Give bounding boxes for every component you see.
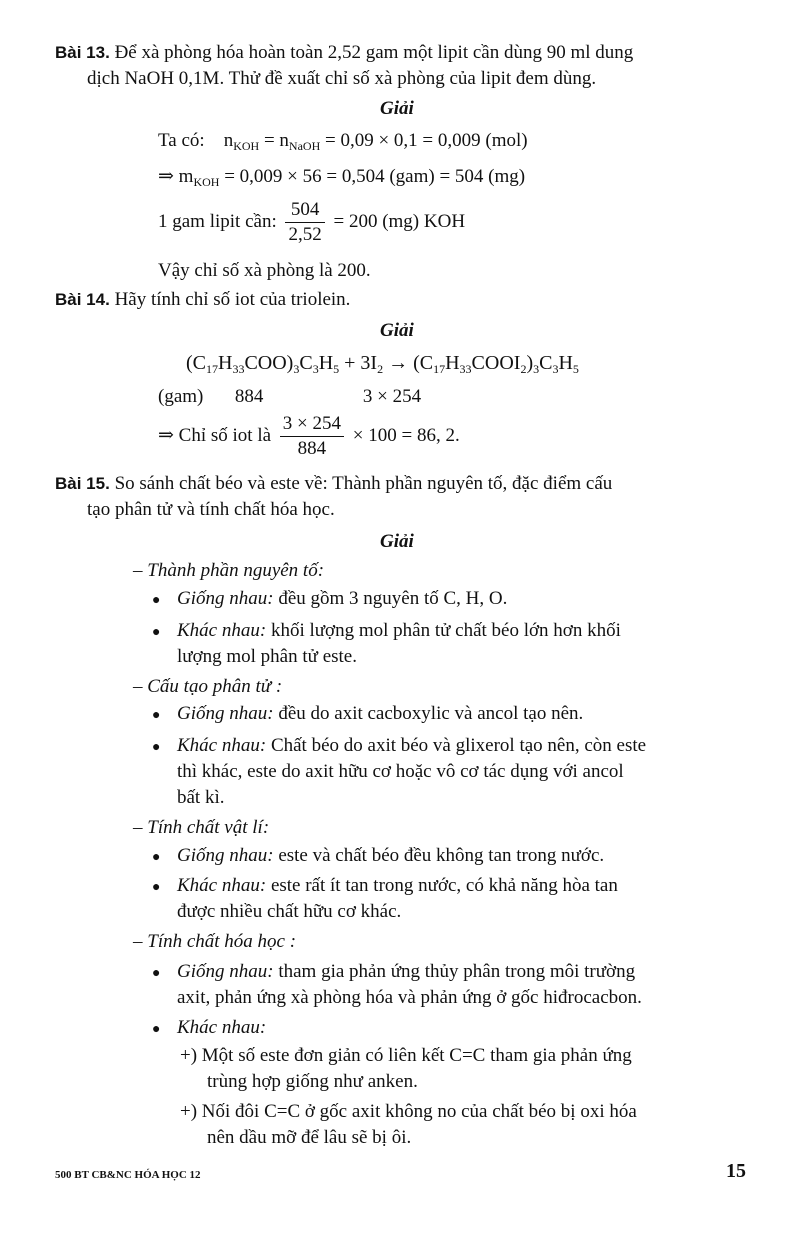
bai13-problem-line2: dịch NaOH 0,1M. Thử đề xuất chỉ số xà phòng của lipit đem dùng. [87,68,597,89]
similar-label: Giống nhau: [177,703,274,724]
similar-text: este và chất béo đều không tan trong nước. [273,845,605,866]
similar-text: đều gồm 3 nguyên tố C, H, O. [273,588,508,609]
chemical-similar-line2: axit, phản ứng xà phòng hóa và phản ứng ở gốc hiđrocacbon. [177,987,642,1008]
bai13-label: Bài 13. [55,43,110,62]
similar-label: Giống nhau: [177,845,274,866]
different-text: este rất ít tan trong nước, có khả năng hòa tan [266,875,618,896]
bai14-reaction [186,350,579,376]
physical-similar [177,843,604,869]
chemical-similar-line1 [177,959,635,985]
footer-book-title: 500 BT CB&NC HÓA HỌC 12 [55,1169,201,1181]
fraction-denominator: 2,52 [288,224,322,245]
bai14-result-suffix: × 100 = 86, 2. [352,424,460,446]
n-symbol-1: n [223,130,234,151]
bai13-fraction [285,198,324,247]
bai13-line3-suffix: = 200 (mg) KOH [333,210,466,232]
mass-iodine: 3 × 254 [362,386,422,407]
bai13-line2-prefix: ⇒ m [158,166,194,187]
chemical-different-item2-line2: nên dầu mỡ để lâu sẽ bị ôi. [207,1127,412,1148]
similar-label: Giống nhau: [177,588,274,609]
eq-sign: = [263,130,275,151]
structure-different-line1 [177,733,646,759]
different-text: Chất béo do axit béo và glixerol tạo nên, còn este [266,735,647,756]
bai15-problem-line2: tạo phân tử và tính chất hóa học. [87,499,335,520]
bullet-icon: ● [152,593,161,608]
bai14-fraction [280,412,344,461]
bai14-result [158,412,460,461]
structure-different-line3: bất kì. [177,787,225,808]
bai13-conclusion: Vậy chỉ số xà phòng là 200. [158,260,371,281]
chemical-different-item2-line1: +) Nối đôi C=C ở gốc axit không no của chất béo bị oxi hóa [180,1101,637,1122]
physical-different-line2: được nhiều chất hữu cơ khác. [177,901,402,922]
chemical-different-item1-line1: +) Một số este đơn giản có liên kết C=C tham gia phản ứng [180,1045,632,1066]
chemical-different-item1-line2: trùng hợp giống như anken. [207,1071,418,1092]
sub-naoh: NaOH [288,139,321,153]
section-chemical-title: – Tính chất hóa học : [133,931,297,952]
structure-similar [177,701,583,727]
n-symbol-2: n [279,130,289,151]
bai13-line1 [158,128,528,154]
composition-different-line2: lượng mol phân tử este. [177,646,357,667]
bullet-icon: ● [152,966,161,981]
sub-koh-1: KOH [233,139,260,153]
bai15-problem-text1: So sánh chất béo và este về: Thành phần nguyên tố, đặc điểm cấu [114,473,613,494]
chemical-different-label: Khác nhau: [177,1017,267,1038]
bai14-solution-heading: Giải [380,320,414,341]
physical-different-line1 [177,873,618,899]
different-label: Khác nhau: [177,875,267,896]
section-structure-title: – Cấu tạo phân tử : [133,676,283,697]
bai13-line3-prefix: 1 gam lipit cần: [158,210,277,232]
bai13-line2-eq: = 0,009 × 56 = 0,504 (gam) = 504 (mg) [224,166,526,187]
bai13-line2 [158,164,525,190]
bai13-line1-eq: = 0,09 × 0,1 = 0,009 (mol) [324,130,528,151]
bai13-line1-prefix: Ta có: [158,130,205,151]
mass-label: (gam) [158,386,204,407]
section-physical-title: – Tính chất vật lí: [133,817,270,838]
bai15-solution-heading: Giải [380,531,414,552]
similar-label: Giống nhau: [177,961,274,982]
bullet-icon: ● [152,880,161,895]
different-label: Khác nhau: [177,735,267,756]
section-composition-title: – Thành phần nguyên tố: [133,560,325,581]
different-text: khối lượng mol phân tử chất béo lớn hơn khối [266,620,621,641]
bullet-icon: ● [152,850,161,865]
bai15-label: Bài 15. [55,474,110,493]
different-label: Khác nhau: [177,620,267,641]
bai13-problem-line1 [55,40,633,66]
bai15-problem-line1 [55,471,612,497]
page-number: 15 [726,1160,746,1182]
mass-triolein: 884 [234,386,264,407]
bullet-icon: ● [152,740,161,755]
similar-text: tham gia phản ứng thủy phân trong môi trường [273,961,636,982]
fraction-denominator: 884 [297,438,327,459]
bai14-problem [55,287,350,313]
composition-different-line1 [177,618,621,644]
structure-different-line2: thì khác, este do axit hữu cơ hoặc vô cơ tác dụng với ancol [177,761,624,782]
bai13-problem-text1: Để xà phòng hóa hoàn toàn 2,52 gam một lipit cần dùng 90 ml dung [114,42,634,63]
bai14-problem-text: Hãy tính chỉ số iot của triolein. [114,289,351,310]
bai14-label: Bài 14. [55,290,110,309]
bullet-icon: ● [152,625,161,640]
composition-similar [177,586,507,612]
bai13-line3 [158,198,465,247]
fraction-numerator: 3 × 254 [280,412,344,437]
bullet-icon: ● [152,1022,161,1037]
sub-koh-2: KOH [193,175,220,189]
fraction-numerator: 504 [285,198,324,223]
bai13-solution-heading: Giải [380,98,414,119]
reaction-rendered: $(C_{17}H_{33}COO)_3C_3H_5 + 3I_2$ → $(C_{17}H_{33}COOI_2)_3C_3H_5$ [186,352,579,376]
bai14-result-prefix: ⇒ Chỉ số iot là [158,424,272,446]
similar-text: đều do axit cacboxylic và ancol tạo nên. [273,703,584,724]
bai14-mass-row [158,384,421,410]
bullet-icon: ● [152,708,161,723]
